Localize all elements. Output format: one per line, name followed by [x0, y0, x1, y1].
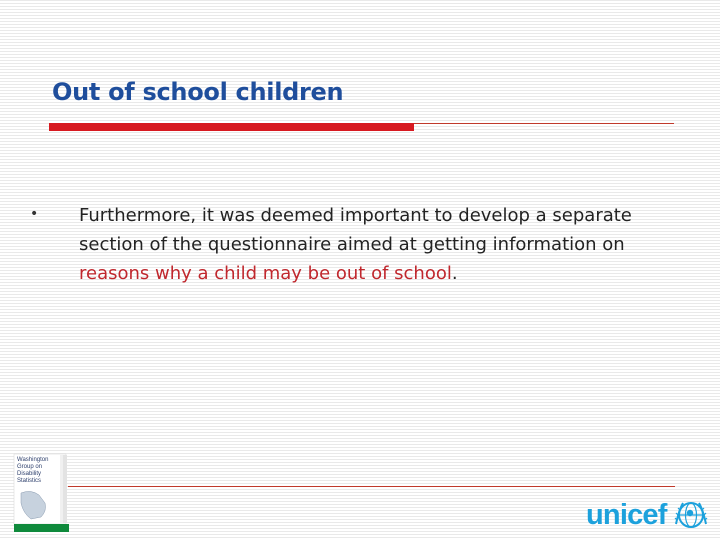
wg-line-4: Statistics — [17, 478, 42, 484]
wg-line-2: Group on — [17, 464, 43, 470]
wg-line-3: Disability — [17, 471, 42, 477]
washington-group-logo-text — [17, 457, 61, 485]
unicef-logo — [586, 498, 708, 536]
bullet-text — [79, 201, 679, 288]
unicef-wordmark: unicef — [586, 498, 667, 531]
bullet-marker: • — [30, 206, 39, 222]
bullet-text-lead: Furthermore, it was deemed important to develop a separate section of the questionnaire aimed at getting information on — [79, 205, 632, 255]
slide-title: Out of school children — [52, 78, 344, 106]
bullet-text-end: . — [451, 263, 458, 284]
washington-group-green-band — [14, 524, 69, 532]
title-accent-bar — [49, 123, 414, 131]
wg-line-1: Washington — [17, 457, 49, 463]
title-divider-line — [414, 123, 674, 124]
bullet-emphasis: reasons why a child may be out of school — [79, 263, 452, 284]
footer-divider-line — [68, 486, 675, 487]
unicef-emblem-icon — [674, 498, 708, 532]
washington-group-logo — [11, 453, 69, 532]
